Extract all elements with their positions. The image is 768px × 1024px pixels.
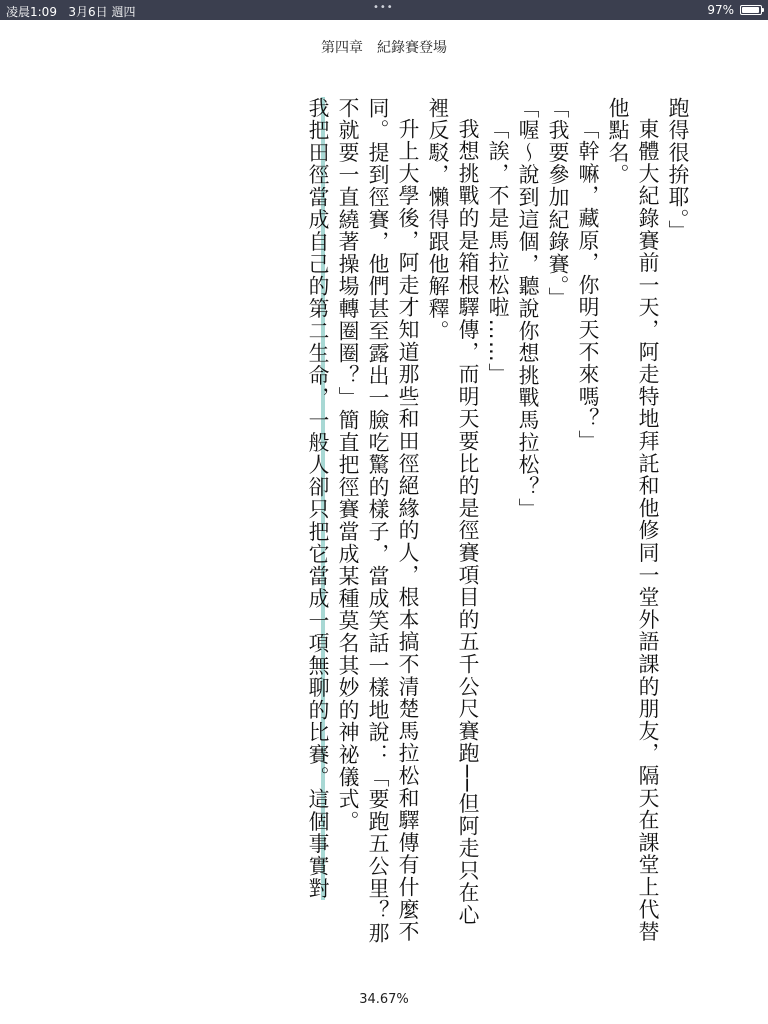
status-time: 凌晨1:09 xyxy=(6,5,57,19)
paragraph-4: 「我要參加紀錄賽。」 xyxy=(545,97,569,310)
paragraph-9[interactable] xyxy=(302,97,332,945)
status-date: 3月6日 週四 xyxy=(68,5,136,19)
multitasking-dots-icon[interactable]: ••• xyxy=(373,2,394,13)
paragraph-1: 跑得很拚耶。」 xyxy=(665,97,689,243)
battery-icon xyxy=(740,5,762,15)
paragraph-3: 「幹嘛，藏原，你明天不來嗎？」 xyxy=(575,117,599,453)
battery-percent: 97% xyxy=(707,3,734,17)
reading-progress: 34.67% xyxy=(359,992,409,1007)
battery-fill xyxy=(742,7,759,13)
reading-page[interactable] xyxy=(40,97,692,945)
status-bar xyxy=(0,0,768,20)
status-battery-group xyxy=(707,3,762,17)
paragraph-2: 東體大紀錄賽前一天，阿走特地拜託和他修同一堂外語課的朋友，隔天在課堂上代替他點名。 xyxy=(605,97,659,943)
highlighted-text[interactable]: 我把田徑當成自己的第二生命，一般人卻只把它當成一項無聊的比賽。這個事實對 xyxy=(305,97,329,900)
paragraph-8: 升上大學後，阿走才知道那些和田徑絕緣的人，根本搞不清楚馬拉松和驛傳有什麼不同。提到徑賽，他們甚至露出一臉吃驚的樣子，當成笑話一樣地說：「要跑五公里？那不就要一直繞著操場轉圈圈？」簡直把徑賽當成某種莫名其妙的神祕儀式。 xyxy=(335,97,419,945)
chapter-title: 第四章 紀錄賽登場 xyxy=(321,40,447,56)
paragraph-7: 我想挑戰的是箱根驛傳，而明天要比的是徑賽項目的五千公尺賽跑──但阿走只在心裡反駁，懶得跟他解釋。 xyxy=(425,97,479,927)
paragraph-5: 「喔～說到這個，聽說你想挑戰馬拉松？」 xyxy=(515,97,539,521)
status-time-date xyxy=(6,3,136,20)
paragraph-6: 「誒，不是馬拉松啦……」 xyxy=(485,117,509,386)
